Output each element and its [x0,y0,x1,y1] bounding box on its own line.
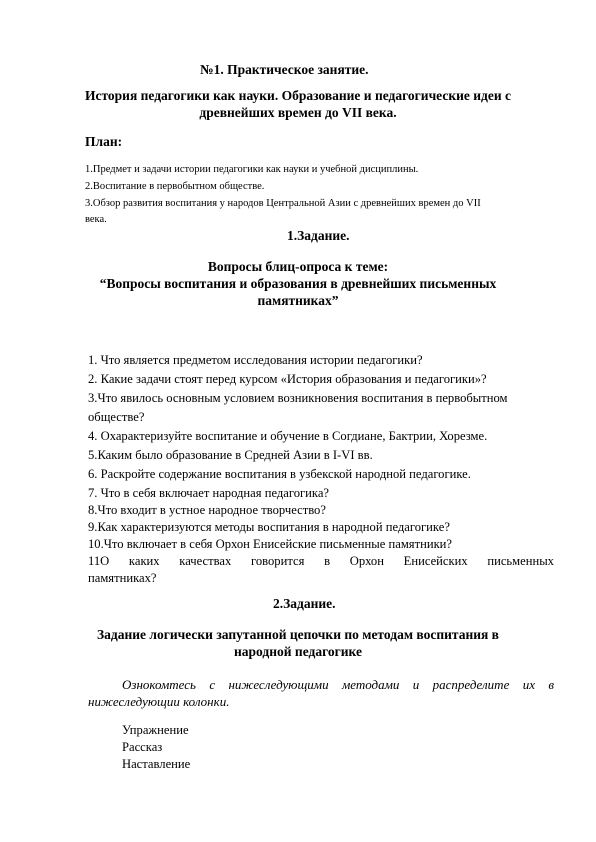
question-11-line1 [88,554,554,569]
q11-word: качествах [179,554,232,568]
question-item: 10.Что включает в себя Орхон Енисейские письменные памятники? [88,537,453,551]
task2-title-line2: народной педагогике [234,644,362,659]
method-item: Упражнение [122,723,189,737]
q11-word: письменных [487,554,554,568]
q11-word: Орхон [349,554,384,568]
plan-item: 3.Обзор развития воспитания у народов Центральной Азии с древнейших времен до VII [85,198,481,209]
q11-word: говорится [251,554,305,568]
question-item: 4. Охарактеризуйте воспитание и обучение в Согдиане, Бактрии, Хорезме. [88,429,488,443]
q11-word: Енисейских [403,554,468,568]
practical-lesson-title: №1. Практическое занятие. [200,62,369,77]
instruction-word: их [522,677,535,692]
task1-subheading: Вопросы блиц-опроса к теме: [207,259,389,274]
plan-item: века. [85,214,107,225]
task2-title-line1: Задание логически запутанной цепочки по методам воспитания в [97,627,499,642]
question-item: 2. Какие задачи стоят перед курсом «История образования и педагогики»? [88,372,487,386]
task1-theme-line1: “Вопросы воспитания и образования в древнейших письменных [99,276,497,291]
instruction-word: Ознокомтесь [122,677,196,692]
plan-item: 2.Воспитание в первобытном обществе. [85,181,265,192]
instruction-word: с [209,677,216,692]
instruction-line2: нижеследующии колонки. [88,694,230,709]
question-item: 5.Каким было образование в Средней Азии в I-VI вв. [88,448,373,462]
topic-title-line1: История педагогики как науки. Образование и педагогические идеи с [84,88,512,103]
q11-word: 11О [88,554,110,568]
question-item: 8.Что входит в устное народное творчество? [88,503,326,517]
q11-word: каких [128,554,160,568]
question-item: 3.Что явилось основным условием возникновения воспитания в первобытном [88,391,508,405]
question-item: 7. Что в себя включает народная педагогика? [88,486,330,500]
instruction-word: нижеследующими [228,677,329,692]
question-item: 6. Раскройте содержание воспитания в узбекской народной педагогике. [88,467,471,481]
instruction-word: распределите [432,677,510,692]
plan-heading: План: [85,134,123,149]
question-item: обществе? [88,410,145,424]
instruction-word: методами [341,677,400,692]
topic-title-line2: древнейших времен до VII века. [199,105,397,120]
q11-word: в [324,554,331,568]
plan-item: 1.Предмет и задачи истории педагогики как науки и учебной дисциплины. [85,164,419,175]
task1-heading: 1.Задание. [287,228,350,243]
question-item: 9.Как характеризуются методы воспитания в народной педагогике? [88,520,450,534]
question-item: 1. Что является предметом исследования истории педагогики? [88,353,423,367]
instruction-word: в [548,677,554,692]
task1-theme-line2: памятниках” [257,293,339,308]
instruction-line1 [122,677,554,693]
method-item: Наставление [122,757,191,771]
task2-heading: 2.Задание. [273,596,336,611]
instruction-word: и [412,677,420,692]
method-item: Рассказ [122,740,163,754]
question-11-line2: памятниках? [88,571,157,585]
